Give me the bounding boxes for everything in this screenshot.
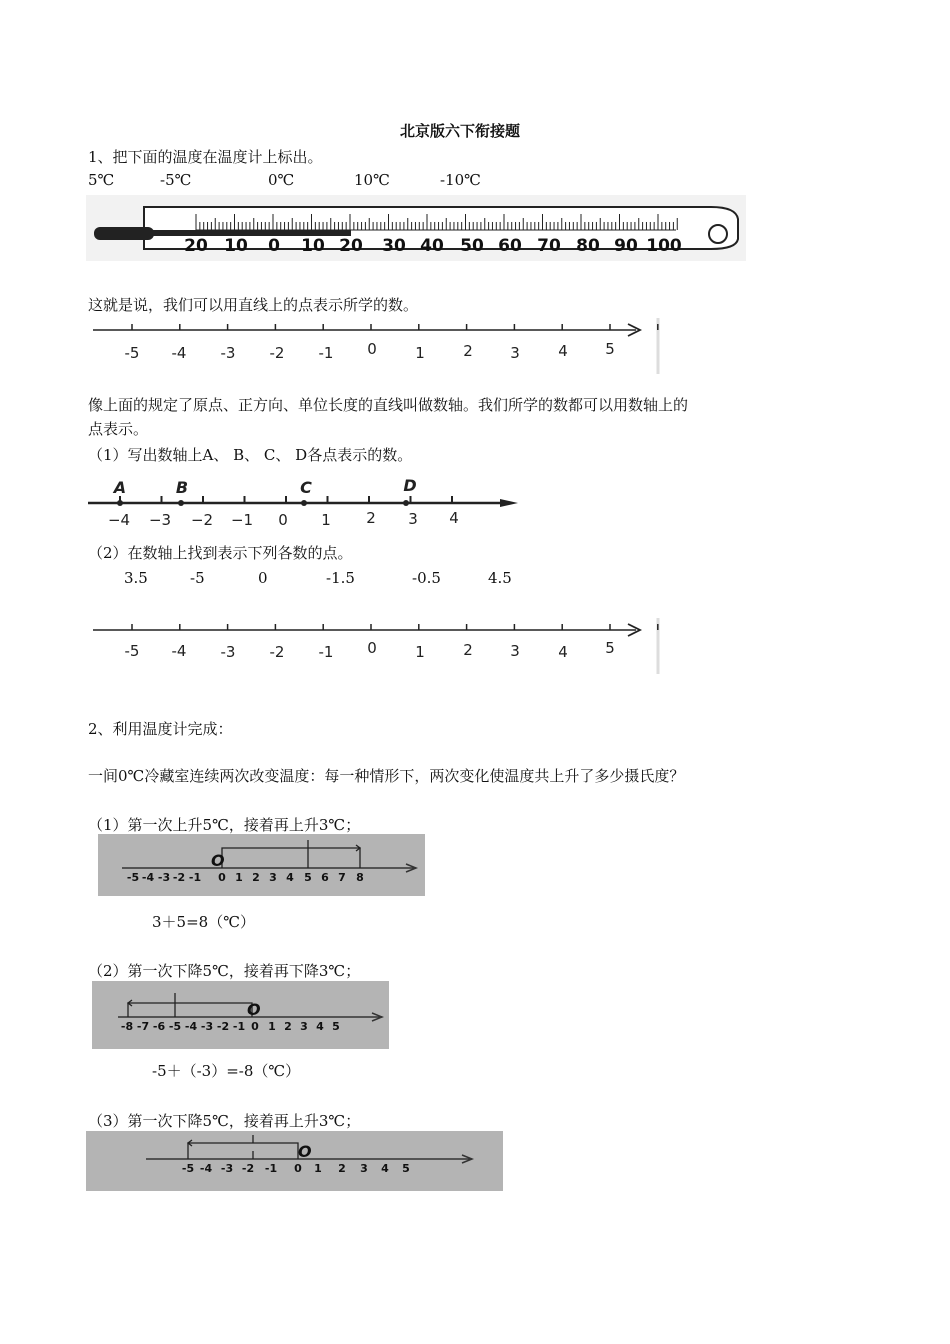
- definition-line-1: 像上面的规定了原点、正方向、单位长度的直线叫做数轴。我们所学的数都可以用数轴上的: [88, 396, 689, 414]
- axis-label: -3: [200, 1020, 214, 1033]
- thermo-label: 40: [420, 236, 444, 256]
- thermo-label: 50: [460, 236, 484, 256]
- axis-label: -4: [141, 871, 155, 884]
- question-2-heading: 2、利用温度计完成：: [88, 720, 233, 738]
- number-line-2: [88, 614, 666, 676]
- find-number: -5: [190, 569, 205, 587]
- axis-label: 4: [316, 1020, 324, 1033]
- thermo-label: 10: [224, 236, 248, 256]
- temp-item: -10℃: [440, 171, 481, 189]
- point-c: [301, 500, 307, 506]
- temp-item: 5℃: [88, 171, 115, 189]
- thermometer-figure: [86, 195, 746, 261]
- case-2-answer: -5＋（-3）=-8（℃）: [152, 1062, 301, 1080]
- question-1-heading: 1、把下面的温度在温度计上标出。: [88, 148, 323, 166]
- axis-label: 5: [402, 1162, 410, 1175]
- temp-item: 0℃: [268, 171, 295, 189]
- thermo-label: 20: [339, 236, 363, 256]
- axis-label: -4: [171, 344, 187, 362]
- thermo-label: 70: [537, 236, 561, 256]
- thermo-label: 90: [614, 236, 638, 256]
- thermo-label: 100: [646, 236, 682, 256]
- axis-label: -1: [232, 1020, 246, 1033]
- axis-label: -6: [152, 1020, 166, 1033]
- axis-label: 3: [510, 344, 520, 362]
- axis-label: 3: [408, 510, 418, 528]
- point-a-label: A: [113, 478, 127, 497]
- axis-label: 5: [332, 1020, 340, 1033]
- axis-label: 5: [304, 871, 312, 884]
- axis-label: -5: [168, 1020, 182, 1033]
- case-3-figure: [86, 1131, 503, 1191]
- thermo-label: 30: [382, 236, 406, 256]
- axis-label: 7: [338, 871, 346, 884]
- temperature-list: [88, 171, 481, 189]
- axis-label: 1: [235, 871, 243, 884]
- axis-label: -2: [216, 1020, 230, 1033]
- thermo-label: 80: [576, 236, 600, 256]
- axis-label: -5: [124, 642, 140, 660]
- axis-label: 4: [381, 1162, 389, 1175]
- temp-item: -5℃: [160, 171, 192, 189]
- axis-label: 8: [356, 871, 364, 884]
- point-b-label: B: [175, 478, 189, 497]
- axis-label: -3: [220, 1162, 234, 1175]
- point-d-label: D: [403, 476, 417, 495]
- axis-label: -7: [136, 1020, 150, 1033]
- thermometer-hang-hole: [709, 225, 727, 243]
- axis-label: -3: [220, 643, 236, 661]
- axis-ticks: [132, 324, 658, 330]
- thermo-label: 20: [184, 236, 208, 256]
- thermo-label: 10: [301, 236, 325, 256]
- axis-label: −1: [230, 511, 254, 529]
- axis-label: -4: [171, 642, 187, 660]
- axis-label: 2: [252, 871, 260, 884]
- axis-label: 1: [321, 511, 331, 529]
- axis-label: -2: [241, 1162, 255, 1175]
- axis-label: 4: [449, 509, 459, 527]
- case-1-answer: 3＋5=8（℃）: [152, 913, 255, 931]
- sub-question-2: （2）在数轴上找到表示下列各数的点。: [88, 544, 353, 562]
- find-number: 4.5: [488, 569, 512, 587]
- point-b: [178, 500, 184, 506]
- axis-label: -1: [264, 1162, 278, 1175]
- case-1-figure: [98, 834, 425, 896]
- axis-label: 2: [463, 641, 473, 659]
- axis-label: -2: [269, 643, 285, 661]
- find-number: -1.5: [326, 569, 355, 587]
- axis-label: 0: [367, 639, 377, 657]
- temp-item: 10℃: [354, 171, 390, 189]
- axis-label: 3: [360, 1162, 368, 1175]
- axis-label: 5: [605, 639, 615, 657]
- point-c-label: C: [300, 478, 312, 497]
- axis-label: 1: [314, 1162, 322, 1175]
- axis-label: 2: [284, 1020, 292, 1033]
- axis-label: -2: [269, 344, 285, 362]
- axis-label: -5: [126, 871, 140, 884]
- axis-label: 3: [300, 1020, 308, 1033]
- axis-label: 4: [286, 871, 294, 884]
- axis-label: -4: [199, 1162, 213, 1175]
- find-number: -0.5: [412, 569, 441, 587]
- point-d: [403, 500, 409, 506]
- axis-label: 2: [366, 509, 376, 527]
- sub-question-1: （1）写出数轴上A、 B、 C、 D各点表示的数。: [88, 446, 413, 464]
- abcd-number-line: [88, 475, 528, 531]
- axis-label: 0: [367, 340, 377, 358]
- axis-label: 1: [268, 1020, 276, 1033]
- question-2-intro: 一间0℃冷藏室连续两次改变温度：每一种情形下，两次变化使温度共上升了多少摄氏度？: [88, 767, 685, 785]
- origin-letter: O: [211, 851, 225, 870]
- thermometer-bulb: [94, 227, 154, 240]
- find-number: 3.5: [124, 569, 148, 587]
- axis-label: -5: [124, 344, 140, 362]
- origin-letter: O: [298, 1142, 312, 1161]
- axis-label: 3: [269, 871, 277, 884]
- axis-label: −3: [148, 511, 172, 529]
- axis-label: -1: [318, 344, 334, 362]
- axis-label: 5: [605, 340, 615, 358]
- axis-label: −4: [107, 511, 131, 529]
- line-intro-text: 这就是说，我们可以用直线上的点表示所学的数。: [88, 296, 419, 314]
- axis-label: 0: [218, 871, 226, 884]
- find-number-list: [124, 569, 512, 587]
- point-a: [117, 500, 123, 506]
- axis-label: -8: [120, 1020, 134, 1033]
- axis-label: 3: [510, 642, 520, 660]
- case-2-text: （2）第一次下降5℃，接着再下降3℃；: [88, 962, 361, 980]
- axis-label: −2: [190, 511, 214, 529]
- axis-label: 4: [558, 342, 568, 360]
- axis-label: 2: [338, 1162, 346, 1175]
- origin-letter: O: [247, 1000, 261, 1019]
- number-line-1: [88, 314, 666, 376]
- axis-label: -3: [220, 344, 236, 362]
- axis-ticks: [132, 624, 658, 630]
- axis-label: 0: [251, 1020, 259, 1033]
- axis-label: 1: [415, 643, 425, 661]
- thermo-label: 60: [498, 236, 522, 256]
- definition-line-2: 点表示。: [88, 420, 149, 438]
- axis-label: -5: [181, 1162, 195, 1175]
- case-3-text: （3）第一次下降5℃，接着再上升3℃；: [88, 1112, 361, 1130]
- find-number: 0: [258, 569, 268, 587]
- case-1-text: （1）第一次上升5℃，接着再上升3℃；: [88, 816, 361, 834]
- axis-label: -3: [157, 871, 171, 884]
- axis-label: 1: [415, 344, 425, 362]
- case-2-figure: [92, 981, 389, 1049]
- axis-label: 4: [558, 643, 568, 661]
- page-title: 北京版六下衔接题: [400, 122, 521, 140]
- axis-label: 0: [278, 511, 288, 529]
- axis-label: 6: [321, 871, 329, 884]
- axis-label: 0: [294, 1162, 302, 1175]
- axis-label: -1: [188, 871, 202, 884]
- thermo-label: 0: [268, 236, 280, 256]
- axis-label: -1: [318, 643, 334, 661]
- axis-label: -4: [184, 1020, 198, 1033]
- axis-label: -2: [172, 871, 186, 884]
- axis-label: 2: [463, 342, 473, 360]
